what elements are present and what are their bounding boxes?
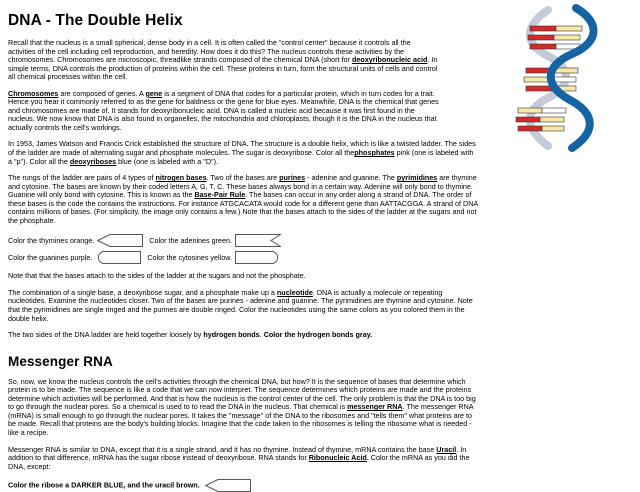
term-deoxyriboses: deoxyriboses [69, 156, 117, 166]
coloring-key-row-2 [8, 250, 634, 265]
coloring-key-row-1 [8, 233, 634, 248]
p4-text-e: . The bases can occur in any order along a strand of DNA. The order of these bases is the code the contains the instructions. For instance ATGCACATA would code for a different gene than AATTACGGA. A strand of DNA contains millions of bases. (For simplicity, the image only contains a few.) Note that the bases attach to the sides of the ladder at the sugars and not the phosphate. [8, 190, 478, 225]
rna1-text-a: So, now, we know the nucleus controls the cell's activities through the chemical DNA, but how? It is the sequence of bases that determine which protein is to be made. The sequence is like a code that we can now interpret. The sequence determines which proteins are made and the proteins determine which activities will be performed. And that is how the nucleus is the control center of the cell. The only problem is that the DNA is too big to go through the nuclear pores. So a chemical is used to to read the DNA in the nucleus. That chemical is [8, 376, 476, 412]
page-title: DNA - The Double Helix [8, 12, 183, 29]
term-nucleotide: nucleotide [276, 287, 313, 297]
paragraph-rna-uracil [8, 446, 478, 472]
term-nitrogen-bases: nitrogen bases [155, 173, 207, 183]
guanine-base-shape-icon [95, 251, 141, 264]
coloring-key-adenine-label: Color the adenines green. [149, 235, 233, 245]
p6-text-b: . [259, 330, 264, 340]
thymine-base-shape-icon [97, 234, 143, 247]
term-ribonucleic-acid: Ribonucleic Acid [308, 453, 367, 463]
p3-text-b: pink (one is labeled with a "p"). Color all the [8, 148, 474, 166]
uracil-base-shape-icon [205, 479, 251, 492]
paragraph-nitrogen-bases [8, 174, 478, 225]
coloring-key-guanine-label: Color the guanines purple. [8, 252, 93, 262]
paragraph-chromosomes [8, 90, 440, 133]
paragraph-rna-intro [8, 378, 478, 438]
paragraph-watson-crick [8, 140, 478, 166]
note-bases-attach: Note that that the bases attach to the sides of the ladder at the sugars and not the phosphate. [8, 271, 306, 281]
term-uracil: Uracil [436, 444, 457, 454]
p4-text-c: - adenine and guanine. The [305, 173, 397, 183]
rna2-text-c: . Color the mRNA as you did the DNA, except: [8, 453, 470, 471]
rna2-text-b: . In addition to that difference, mRNA has the sugar ribose instead of deoxyribose. RNA stands for [8, 444, 467, 463]
paragraph-nucleotide [8, 289, 478, 323]
term-messenger-rna: messenger RNA [347, 402, 403, 412]
p4-text-b: . Two of the bases are [206, 173, 280, 183]
rna2-text-a: Messenger RNA is similar to DNA, except that it is a single strand, and it has no thymine. Instead of thymine, mRNA contains the base [8, 444, 437, 454]
term-gene: gene [145, 88, 163, 98]
term-base-pair-rule: Base-Pair Rule [194, 190, 246, 200]
term-deoxyribonucleic-acid: deoxyribonucleic acid [351, 55, 428, 65]
rna1-text-b: . The messenger RNA (mRNA) is small enough to go through the nuclear pores. It takes the "message" of the DNA to the ribosomes and "tells them" what proteins are to be made. Recall that proteins are the body's building blocks. Imagine that the code taken to the ribosomes is telling the ribosome what is needed - like a recipe. [8, 402, 474, 437]
p3-text-c: blue (one is labeled with a "D"). [116, 156, 218, 166]
instruction-color-ribose-uracil [8, 479, 478, 492]
adenine-base-shape-icon [235, 234, 281, 247]
cytosine-base-shape-icon [235, 251, 281, 264]
p4-text-d: are thymine and cytosine. The bases are known by their coded letters A, G, T, C. These bases always bond in a certain way. Adenine will only bond to thymine. Guanine will only bond with cytosine. This is known as the [8, 173, 477, 200]
instruction-color-hydrogen-bonds: Color the hydrogen bonds gray. [263, 330, 373, 340]
term-hydrogen-bonds: hydrogen bonds [203, 330, 260, 340]
term-phosphates: phosphates [354, 148, 395, 158]
p3-text-a: In 1953, James Watson and Francis Crick established the structure of DNA. The structure is a double helix, which is like a twisted ladder. The sides of the ladder are made of alternating sugar and phosphate molecules. The sugar is deoxyribose. Color all the [8, 139, 476, 158]
base-coloring-key [8, 233, 634, 265]
instruction-text: Color the ribose a DARKER BLUE, and the uracil brown. [8, 480, 200, 490]
paragraph-hydrogen-bonds [8, 331, 478, 340]
term-chromosomes: Chromosomes [8, 88, 59, 98]
coloring-key-thymine-label: Color the thymines orange. [8, 235, 95, 245]
p5-text-a: The combination of a single base, a deoxyribose sugar, and a phosphate make up a [8, 287, 277, 297]
p2-text-a: are composed of genes. A [58, 88, 146, 98]
term-purines: purines [279, 173, 306, 183]
paragraph-nucleus [8, 39, 440, 82]
p4-text-a: The rungs of the ladder are pairs of 4 types of [8, 173, 156, 183]
p1-text-b: . In simple terms, DNA controls the production of proteins within the cell. These proteins in turn, form the structural units of cells and control all chemical processes within the cell. [8, 55, 438, 82]
term-pyrimidines: pyrimidines [396, 173, 438, 183]
coloring-key-cytosine-label: Color the cytosines yellow. [147, 252, 233, 262]
p1-text-a: Recall that the nucleus is a small spherical, dense body in a cell. It is often called the "control center" because it controls all the activities of the cell including cell reproduction, and heredity. How does it do this? The nucleus controls these activities by the chromosomes. Chromosomes are microscopic, threadlike strands composed of the chemical DNA (short for [8, 38, 411, 65]
section-title-messenger-rna: Messenger RNA [8, 353, 113, 369]
p5-text-b: . DNA is actually a molecule or repeating nucleotides. Examine the nucleotides closer. Two of the bases are purines - adenine and guanine. The pyrimidines are thymine and cytosine. Note that the pyrimidines are single ringed and the purines are double ringed. Color the nucleotides using the same colors as you colored them in the double helix. [8, 287, 473, 323]
p2-text-b: is a segment of DNA that codes for a particular protein, which in turn codes for a trait. Hence you hear it commonly referred to as the gene for baldness or the gene for blue eyes. Meanwhile, DNA is the chemical that genes and chromosomes are made of. It stands for deoxyribonucleic acid. DNA is called a nucleic acid because it was first found in the nucleus. We now know that DNA is also found in organelles, the mitochondria and chloroplasts, though it is the DNA in the nucleus that actually controls the cell's workings. [8, 88, 439, 132]
p6-text-a: The two sides of the DNA ladder are held together loosely by [8, 330, 204, 340]
